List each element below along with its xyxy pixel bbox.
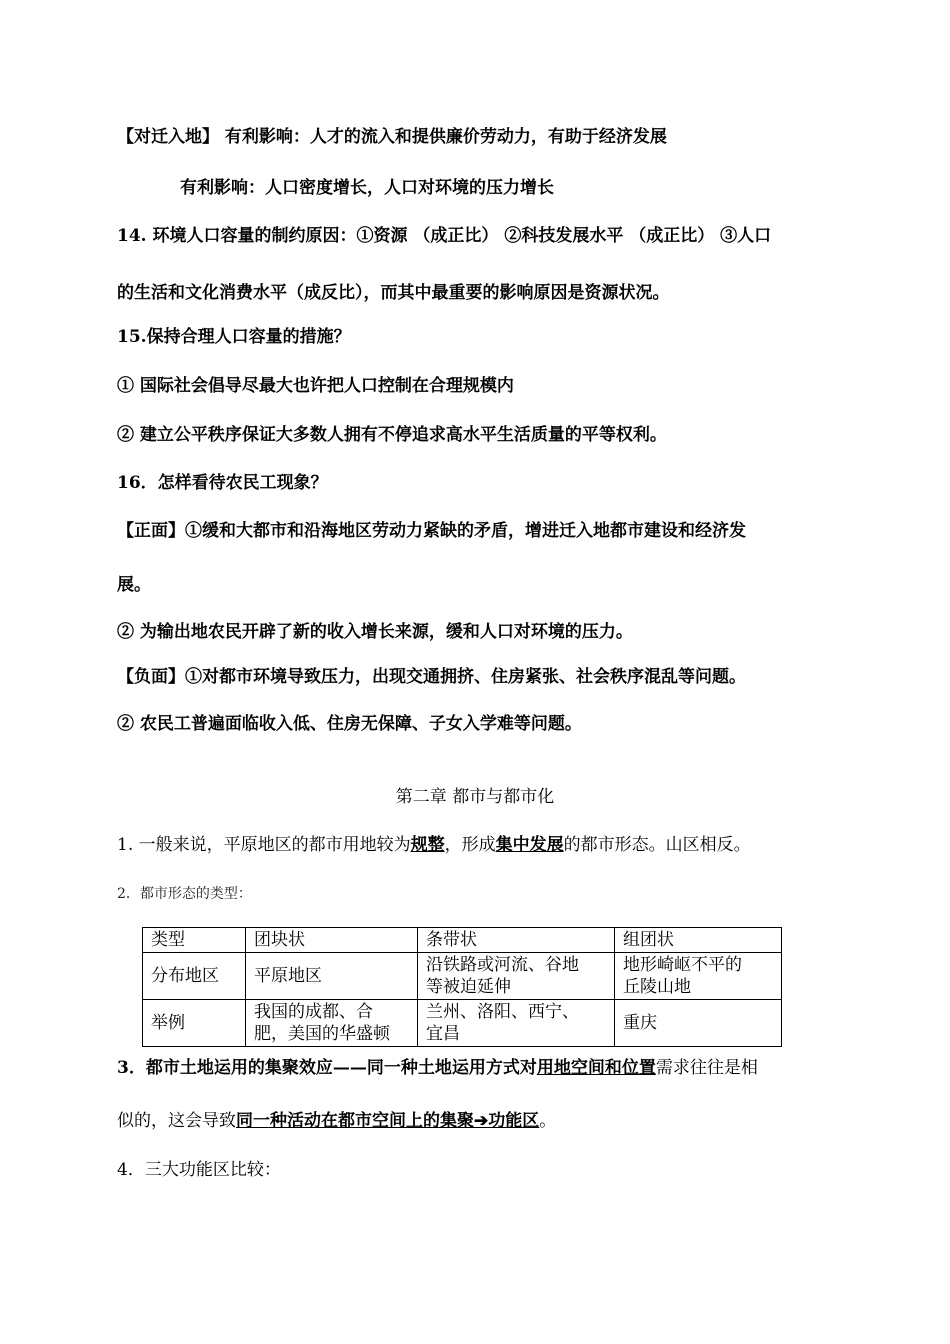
emphasis: 集中发展: [495, 835, 564, 855]
text-line: 有利影响：人口密度增长，人口对环境的压力增长: [180, 178, 554, 198]
text-line: ② 农民工普遍面临收入低、住房无保障、子女入学难等问题。: [117, 714, 582, 734]
cell-line: 我国的成都、合: [254, 1002, 373, 1022]
text: 3．都市土地运用的集聚效应——同一种土地运用方式对: [117, 1058, 537, 1078]
text-line: ② 建立公平秩序保证大多数人拥有不停追求高水平生活质量的平等权利。: [117, 425, 667, 445]
paragraph-3-line-1: [117, 1058, 758, 1078]
text-line: 15.保持合理人口容量的措施？: [117, 327, 351, 347]
text-line: ② 为输出地农民开辟了新的收入增长来源，缓和人口对环境的压力。: [117, 622, 633, 642]
table-cell: [418, 1000, 615, 1047]
table-cell: [246, 1000, 418, 1047]
table-cell: 举例: [143, 1000, 246, 1047]
text: 。: [539, 1111, 557, 1131]
cell-line: 等被迫延伸: [426, 977, 511, 997]
table-cell: [615, 953, 782, 1000]
text: ，形成: [444, 835, 496, 855]
text-line: 展。: [117, 575, 151, 595]
table-header: 条带状: [418, 928, 615, 953]
table-cell: [418, 953, 615, 1000]
text-line: 【对迁入地】 有利影响：人才的流入和提供廉价劳动力，有助于经济发展: [117, 127, 667, 147]
cell-line: 肥，美国的华盛顿: [254, 1024, 390, 1044]
table-cell: 重庆: [615, 1000, 782, 1047]
paragraph-4: 4．三大功能区比较：: [117, 1160, 281, 1180]
table-header-row: [143, 928, 782, 953]
cell-line: 沿铁路或河流、谷地: [426, 955, 579, 975]
text-line: ① 国际社会倡导尽最大也许把人口控制在合理规模内: [117, 376, 514, 396]
text-line: 【负面】①对都市环境导致压力，出现交通拥挤、住房紧张、社会秩序混乱等问题。: [117, 667, 746, 687]
cell-line: 宜昌: [426, 1024, 460, 1044]
text: 1. 一般来说，平原地区的都市用地较为: [117, 835, 411, 855]
emphasis: 同一种活动在都市空间上的集聚➔功能区: [236, 1111, 540, 1131]
table-header: 组团状: [615, 928, 782, 953]
table-row: [143, 1000, 782, 1047]
text-line: 14. 环境人口容量的制约原因：①资源 （成正比） ②科技发展水平 （成正比） ③人口: [117, 226, 772, 246]
table-cell: 平原地区: [246, 953, 418, 1000]
emphasis: 规整: [410, 835, 445, 855]
text-line: 【正面】①缓和大都市和沿海地区劳动力紧缺的矛盾，增进迁入地都市建设和经济发: [117, 521, 746, 541]
paragraph-2: 2．都市形态的类型：: [117, 886, 252, 902]
table-header: 团块状: [246, 928, 418, 953]
text: 的都市形态。山区相反。: [563, 835, 751, 855]
city-form-table: [142, 927, 782, 1047]
text-line: 16．怎样看待农民工现象？: [117, 473, 328, 493]
table-header: 类型: [143, 928, 246, 953]
table-cell: 分布地区: [143, 953, 246, 1000]
emphasis: 用地空间和位置: [536, 1058, 656, 1078]
text: 似的，这会导致: [117, 1111, 236, 1131]
cell-line: 兰州、洛阳、西宁、: [426, 1002, 579, 1022]
paragraph-1: [117, 835, 751, 855]
paragraph-3-line-2: [117, 1111, 556, 1131]
text: 需求往往是相: [655, 1058, 758, 1078]
cell-line: 丘陵山地: [623, 977, 691, 997]
text-line: 的生活和文化消费水平（成反比），而其中最重要的影响原因是资源状况。: [117, 283, 670, 303]
cell-line: 地形崎岖不平的: [623, 955, 742, 975]
chapter-title: 第二章 都市与都市化: [395, 787, 555, 807]
table-row: [143, 953, 782, 1000]
